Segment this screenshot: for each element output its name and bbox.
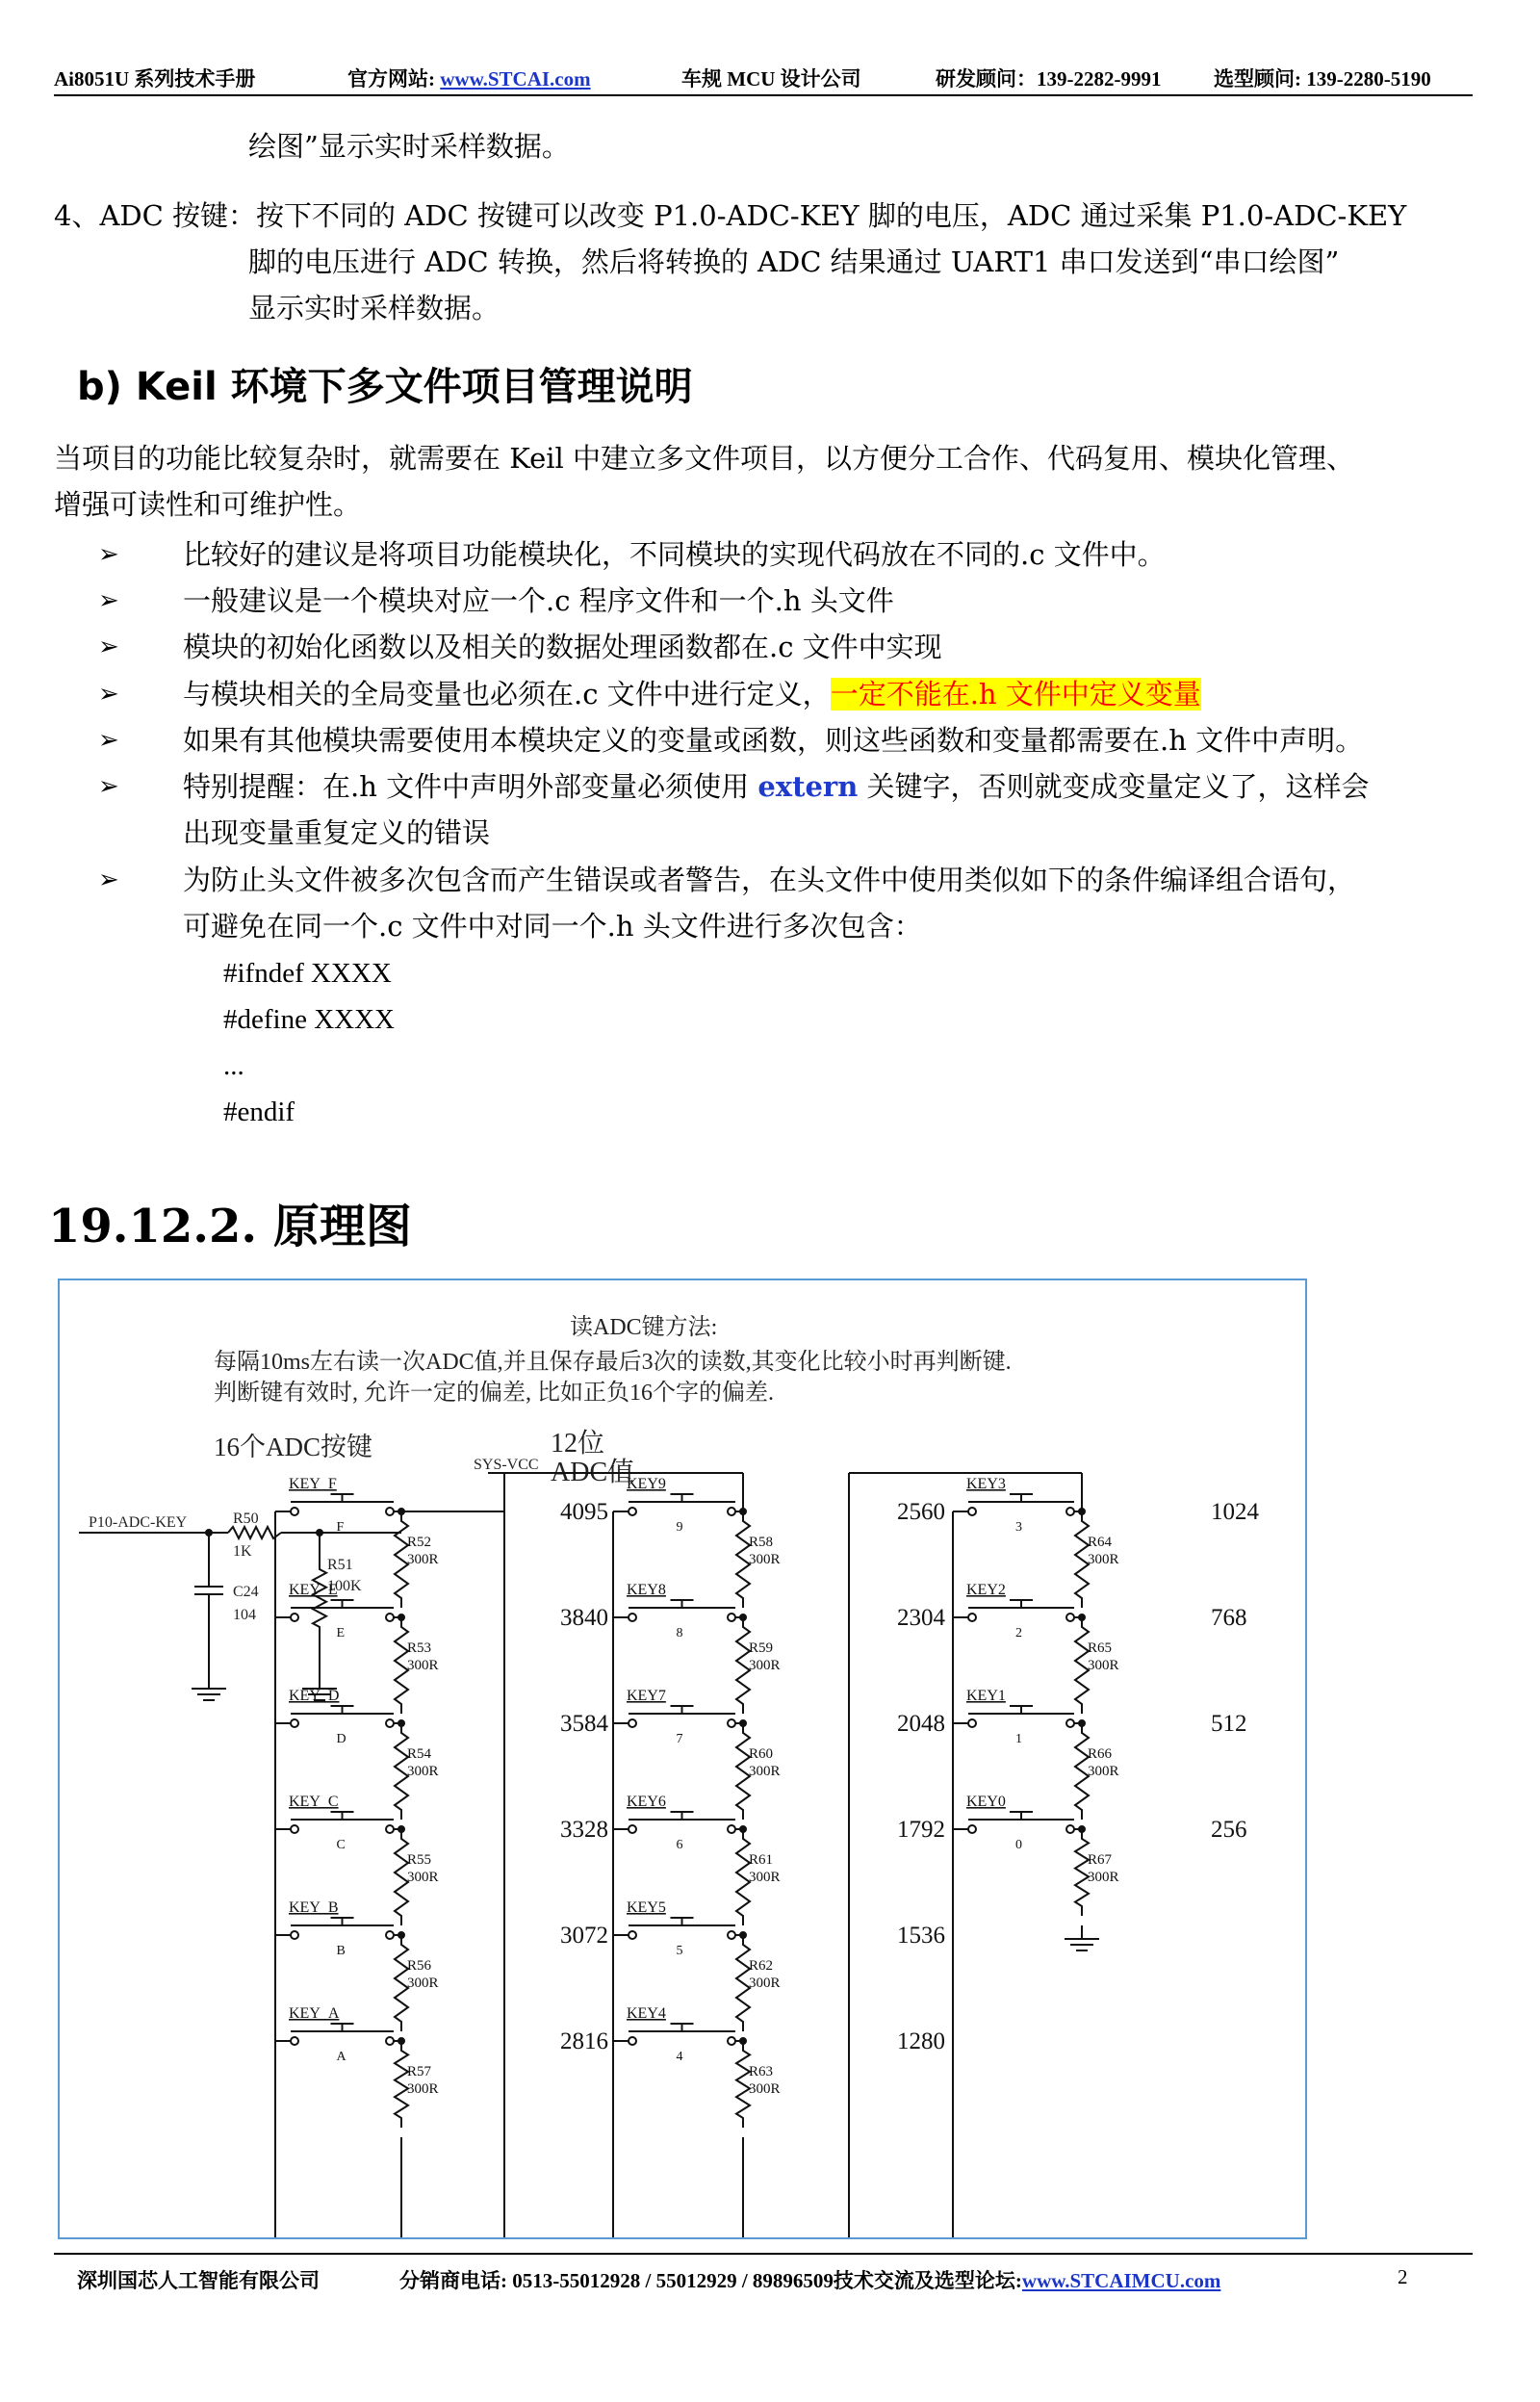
switch-contact [728,1614,735,1621]
switch-contact [968,1614,976,1621]
key-sub-label: B [336,1944,346,1958]
item4-line3: 显示实时采样数据。 [248,292,500,324]
section-heading: 19.12.2. 原理图 [48,1200,412,1253]
bullet-arrow-icon: ➢ [98,865,119,894]
note-line2: 判断键有效时, 允许一定的偏差, 比如正负16个字的偏差. [214,1381,774,1406]
key-sub-label: 7 [676,1732,683,1746]
footer-contact [399,2265,1220,2294]
bullet-4-text: 与模块相关的全局变量也必须在.c 文件中进行定义， [183,678,831,710]
key-label: KEY5 [627,1899,666,1916]
adc-value: 1280 [897,2028,945,2054]
switch-contact [291,1614,298,1621]
adc-value: 1792 [897,1817,945,1843]
note-line1: 每隔10ms左右读一次ADC值,并且保存最后3次的读数,其变化比较小时再判断键. [214,1350,1012,1375]
header-manual-title: Ai8051U 系列技术手册 [54,67,256,90]
resistor-label: R67 [1088,1852,1113,1868]
bullet-3: 模块的初始化函数以及相关的数据处理函数都在.c 文件中实现 [183,631,942,663]
vcc-label: SYS-VCC [474,1457,539,1473]
bullet-arrow-icon: ➢ [98,633,119,661]
resistor-value: 300R [749,1552,781,1567]
key-label: KEY_D [289,1688,340,1704]
bullet-6 [183,763,1370,810]
footer-company: 深圳国芯人工智能有限公司 [77,2269,320,2292]
resistor-value: 300R [1088,1870,1119,1885]
switch-contact [629,1614,636,1621]
bullet-7-line2: 可避免在同一个.c 文件中对同一个.h 头文件进行多次包含： [183,910,922,943]
key-sub-label: 2 [1015,1626,1022,1640]
switch-contact [968,1508,976,1515]
resistor-label: R58 [749,1535,774,1550]
adc-value: 3584 [560,1711,608,1737]
switch-contact [1066,1614,1074,1621]
switch-contact [629,2037,636,2045]
resistor-value: 300R [407,1976,439,1991]
adc-value: 4095 [560,1499,608,1525]
switch-contact [728,1931,735,1939]
header-site-label: 官方网站: [347,67,441,90]
adc-value: 768 [1211,1605,1247,1631]
key-label: KEY6 [627,1794,666,1810]
junction-dot [398,1614,404,1620]
resistor-label: R55 [407,1852,432,1868]
footer-forum-link[interactable]: www.STCAIMCU.com [1021,2269,1221,2292]
switch-contact [386,1719,394,1727]
key-label: KEY4 [627,2005,666,2022]
junction-dot [398,1826,404,1832]
resistor-r51 [313,1560,326,1637]
switch-contact [1066,1719,1074,1727]
resistor-r57 [395,2041,408,2128]
key-label: KEY_A [289,2005,340,2022]
switch-contact [968,1825,976,1833]
key-label: KEY_F [289,1476,337,1492]
switch-contact [291,1825,298,1833]
key-sub-label: 6 [676,1838,683,1852]
resistor-r52 [395,1511,408,1608]
key-sub-label: 5 [676,1944,683,1958]
item4-line2: 脚的电压进行 ADC 转换，然后将转换的 ADC 结果通过 UART1 串口发送到“串口绘图” [248,245,1340,278]
bullet-6-post: 关键字，否则就变成变量定义了，这样会 [858,770,1370,803]
ground-icon [1065,1925,1099,1950]
adc-value: 1536 [897,1923,945,1949]
switch-contact [1066,1825,1074,1833]
code-line: #define XXXX [223,1004,395,1035]
resistor-value: 300R [749,2081,781,2097]
resistor-label: R61 [749,1852,774,1868]
page-number: 2 [1398,2265,1408,2288]
key-sub-label: 9 [676,1520,683,1535]
junction-dot [398,1932,404,1938]
continue-line: 绘图”显示实时采样数据。 [248,130,570,163]
bullet-arrow-icon: ➢ [98,772,119,801]
header-rule [54,94,1473,96]
key-sub-label: C [336,1838,346,1852]
resistor-label: R63 [749,2064,774,2079]
junction-dot [740,1614,746,1620]
adc-value: 512 [1211,1711,1247,1737]
resistor-label: R60 [749,1746,774,1762]
r50-value: 1K [233,1543,252,1560]
junction-dot [1079,1614,1085,1620]
schematic-figure [58,1278,1307,2239]
keys-title: 16个ADC按键 [214,1433,373,1461]
key-sub-label: F [336,1520,345,1535]
junction-dot [740,2038,746,2044]
resistor-r58 [736,1511,750,1608]
junction-dot [398,1720,404,1726]
key-label: KEY_B [289,1899,339,1916]
adc-value: 3840 [560,1605,608,1631]
switch-contact [386,1825,394,1833]
resistor-label: R53 [407,1640,432,1656]
resistor-label: R59 [749,1640,774,1656]
code-line: #endif [223,1097,295,1127]
resistor-value: 300R [407,1870,439,1885]
r50-label: R50 [233,1511,259,1527]
junction-dot [398,2038,404,2044]
schematic-diagram [60,1280,1305,2237]
switch-contact [1066,1508,1074,1515]
key-sub-label: 1 [1015,1732,1022,1746]
code-line: ... [223,1050,244,1081]
switch-contact [968,1719,976,1727]
key-label: KEY9 [627,1476,666,1492]
r51-value: 100K [327,1578,362,1594]
switch-contact [291,1508,298,1515]
switch-contact [629,1825,636,1833]
resistor-r59 [736,1617,750,1714]
key-sub-label: 8 [676,1626,683,1640]
footer-phone: 分销商电话: 0513-55012928 / 55012929 / 89896509技术交流及选型论坛: [399,2269,1022,2292]
page-header [54,64,1473,90]
resistor-label: R57 [407,2064,432,2079]
c24-label: C24 [233,1584,259,1600]
key-label: KEY_E [289,1582,338,1598]
key-sub-label: D [336,1732,346,1746]
resistor-r64 [1075,1511,1089,1608]
junction-dot [740,1932,746,1938]
intro-line2: 增强可读性和可维护性。 [54,488,362,521]
key-sub-label: 0 [1015,1838,1022,1852]
footer-rule [54,2253,1473,2255]
bullet-arrow-icon: ➢ [98,726,119,755]
resistor-r56 [395,1935,408,2031]
adc-value: 1024 [1211,1499,1259,1525]
bullet-arrow-icon: ➢ [98,680,119,709]
bullet-arrow-icon: ➢ [98,586,119,615]
switch-contact [728,2037,735,2045]
header-site-link[interactable]: www.STCAI.com [440,67,591,90]
junction-dot [740,1720,746,1726]
resistor-value: 300R [749,1976,781,1991]
ground-icon [192,1675,226,1700]
bullet-7-line1: 为防止头文件被多次包含而产生错误或者警告，在头文件中使用类似如下的条件编译组合语句， [183,864,1356,896]
resistor-r65 [1075,1617,1089,1714]
bullet-6-line2: 出现变量重复定义的错误 [183,816,491,849]
key-label: KEY_C [289,1794,339,1810]
resistor-value: 300R [407,1658,439,1673]
bullet-arrow-icon: ➢ [98,540,119,569]
header-site [347,64,591,92]
subheading-keil: b) Keil 环境下多文件项目管理说明 [77,365,693,409]
adc-value: 2304 [897,1605,945,1631]
junction-dot [1079,1720,1085,1726]
key-label: KEY7 [627,1688,666,1704]
resistor-label: R52 [407,1535,432,1550]
resistor-r55 [395,1829,408,1925]
bullet-2: 一般建议是一个模块对应一个.c 程序文件和一个.h 头文件 [183,584,894,617]
switch-contact [629,1931,636,1939]
resistor-value: 300R [1088,1764,1119,1779]
net-label: P10-ADC-KEY [89,1514,188,1531]
switch-contact [728,1719,735,1727]
switch-contact [629,1719,636,1727]
key-sub-label: E [336,1626,346,1640]
bullet-6-pre: 特别提醒：在.h 文件中声明外部变量必须使用 [183,770,758,803]
bullet-6-keyword: extern [757,770,859,803]
resistor-value: 300R [407,2081,439,2097]
key-sub-label: 4 [676,2050,683,2064]
header-sel-consult: 选型顾问: 139-2280-5190 [1214,67,1431,90]
resistor-label: R64 [1088,1535,1113,1550]
resistor-r62 [736,1935,750,2031]
switch-contact [291,2037,298,2045]
bullet-4-highlight: 一定不能在.h 文件中定义变量 [830,678,1201,710]
switch-contact [728,1508,735,1515]
switch-contact [291,1931,298,1939]
bits-title-2: ADC值 [551,1458,635,1487]
switch-contact [386,1614,394,1621]
switch-contact [386,1508,394,1515]
resistor-label: R66 [1088,1746,1113,1762]
key-label: KEY3 [966,1476,1006,1492]
intro-line1: 当项目的功能比较复杂时，就需要在 Keil 中建立多文件项目，以方便分工合作、代码复用、模块化管理、 [54,442,1355,475]
bullet-4 [183,671,1201,717]
code-line: #ifndef XXXX [223,958,392,989]
resistor-label: R62 [749,1958,774,1974]
resistor-label: R56 [407,1958,432,1974]
bullet-1: 比较好的建议是将项目功能模块化，不同模块的实现代码放在不同的.c 文件中。 [183,538,1166,571]
resistor-value: 300R [749,1658,781,1673]
switch-contact [386,1931,394,1939]
note-title: 读ADC键方法: [570,1315,718,1340]
adc-value: 3072 [560,1923,608,1949]
resistor-r67 [1075,1829,1089,1916]
header-rd-consult: 研发顾问：139-2282-9991 [936,67,1162,90]
key-label: KEY2 [966,1582,1006,1598]
adc-value: 3328 [560,1817,608,1843]
resistor-value: 300R [407,1552,439,1567]
resistor-value: 300R [1088,1658,1119,1673]
resistor-r61 [736,1829,750,1925]
junction-dot [1079,1826,1085,1832]
resistor-r66 [1075,1723,1089,1820]
key-label: KEY0 [966,1794,1006,1810]
resistor-r53 [395,1617,408,1714]
key-label: KEY8 [627,1582,666,1598]
resistor-r54 [395,1723,408,1820]
bullet-5: 如果有其他模块需要使用本模块定义的变量或函数，则这些函数和变量都需要在.h 文件中声明。 [183,724,1364,757]
switch-contact [629,1508,636,1515]
switch-contact [386,2037,394,2045]
c24-value: 104 [233,1607,256,1623]
adc-value: 2560 [897,1499,945,1525]
bits-title-1: 12位 [551,1429,605,1459]
junction-dot [740,1826,746,1832]
header-company: 车规 MCU 设计公司 [681,67,861,90]
resistor-value: 300R [1088,1552,1119,1567]
adc-value: 256 [1211,1817,1247,1843]
item4-line1: 4、ADC 按键：按下不同的 ADC 按键可以改变 P1.0-ADC-KEY 脚的电压，ADC 通过采集 P1.0-ADC-KEY [54,199,1407,232]
resistor-value: 300R [749,1870,781,1885]
key-sub-label: 3 [1015,1520,1022,1535]
resistor-r60 [736,1723,750,1820]
switch-contact [728,1825,735,1833]
switch-contact [291,1719,298,1727]
key-sub-label: A [336,2050,346,2064]
adc-value: 2048 [897,1711,945,1737]
resistor-r50 [228,1527,281,1538]
key-label: KEY1 [966,1688,1006,1704]
resistor-label: R65 [1088,1640,1113,1656]
resistor-value: 300R [407,1764,439,1779]
resistor-r63 [736,2041,750,2128]
resistor-value: 300R [749,1764,781,1779]
adc-value: 2816 [560,2028,608,2054]
resistor-label: R54 [407,1746,432,1762]
r51-label: R51 [327,1557,353,1573]
